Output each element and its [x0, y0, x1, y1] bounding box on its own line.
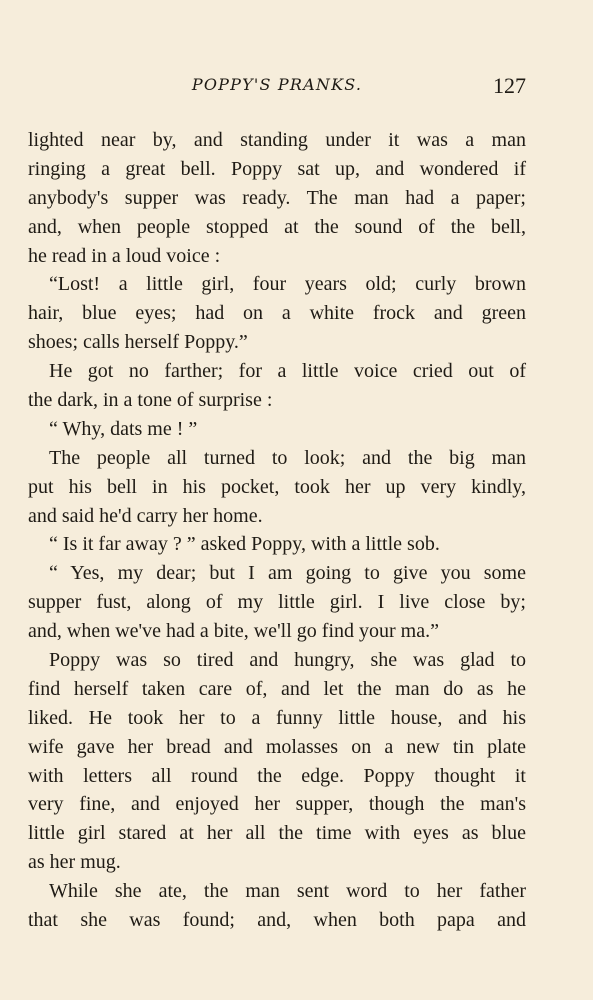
text-line: and, when we've had a bite, we'll go find your ma.”	[28, 620, 439, 643]
text-line: While she ate, the man sent word to her father	[49, 880, 526, 903]
text-line: “Lost! a little girl, four years old; curly brown	[49, 273, 526, 296]
text-line: “ Is it far away ? ” asked Poppy, with a little sob.	[49, 533, 440, 556]
page-number: 127	[493, 73, 526, 98]
text-line: lighted near by, and standing under it was a man	[28, 129, 526, 151]
running-head: POPPY'S PRANKS.	[191, 75, 363, 94]
text-line: ringing a great bell. Poppy sat up, and wondered if	[28, 157, 526, 180]
text-line: liked. He took her to a funny little house, and his	[28, 706, 526, 729]
text-line: wife gave her bread and molasses on a new tin plate	[28, 735, 526, 758]
text-line: with letters all round the edge. Poppy thought it	[28, 764, 526, 787]
text-line: shoes; calls herself Poppy.”	[28, 331, 248, 354]
text-line: The people all turned to look; and the big man	[49, 446, 526, 469]
text-line: and said he'd carry her home.	[28, 504, 263, 527]
text-line: He got no farther; for a little voice cried out of	[49, 360, 526, 383]
text-line: hair, blue eyes; had on a white frock and green	[28, 302, 526, 325]
text-line: anybody's supper was ready. The man had a paper;	[28, 186, 526, 209]
text-line: find herself taken care of, and let the man do as he	[28, 677, 526, 700]
text-line: “ Yes, my dear; but I am going to give you some	[49, 562, 526, 585]
text-line: and, when people stopped at the sound of the bell,	[28, 215, 526, 238]
text-line: put his bell in his pocket, took her up very kindly,	[28, 475, 526, 498]
text-line: the dark, in a tone of surprise :	[28, 389, 273, 412]
text-line: that she was found; and, when both papa and	[28, 909, 526, 932]
page-header	[28, 73, 526, 105]
text-line: he read in a loud voice :	[28, 244, 221, 267]
body-text	[28, 126, 526, 935]
text-line: as her mug.	[28, 851, 121, 874]
text-line: very fine, and enjoyed her supper, though the man's	[28, 793, 526, 816]
text-line: “ Why, dats me ! ”	[49, 417, 198, 440]
text-line: little girl stared at her all the time with eyes as blue	[28, 822, 526, 845]
text-line: supper fust, along of my little girl. I live close by;	[28, 591, 526, 614]
text-line: Poppy was so tired and hungry, she was glad to	[49, 649, 526, 672]
